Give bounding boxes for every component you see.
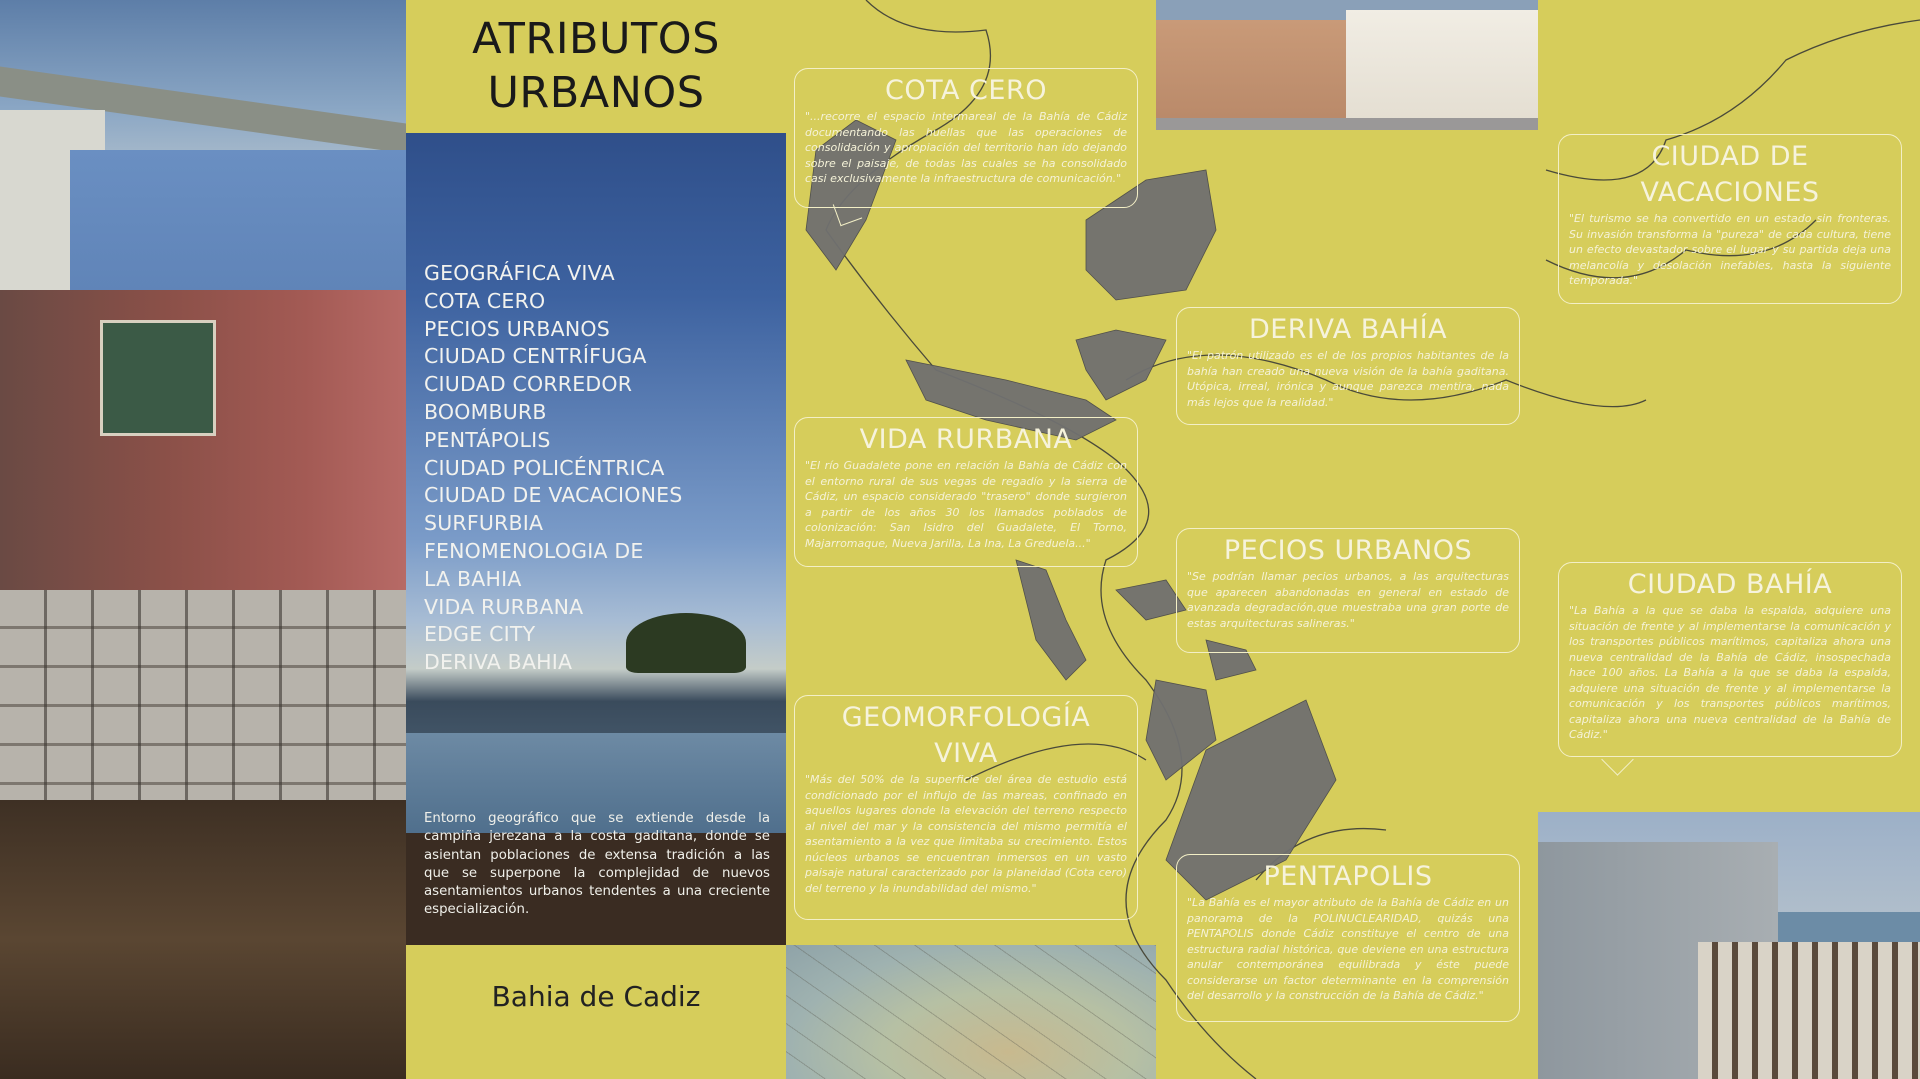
- callout-text: "La Bahía es el mayor atributo de la Bahía de Cádiz en un panorama de la POLINUCLEARIDAD, quizás una PENTAPOLIS donde Cádiz constituye el centro de una estructura radial histórica, que deviene en una estructura anular contemporánea equilibrada y éste puede considerarse un factor determinante en la comprensión del desarrollo y la construcción de la Bahía de Cádiz.": [1187, 896, 1509, 1002]
- page-subtitle: Bahia de Cadiz: [491, 980, 701, 1013]
- callout-geomorfologia: [794, 695, 1138, 920]
- list-item: LA BAHIA: [424, 566, 522, 591]
- callout-title: PECIOS URBANOS: [1223, 535, 1473, 566]
- intro-paragraph: Entorno geográfico que se extiende desde la campiña jerezana a la costa gaditana, donde se asientan poblaciones de extensa tradición a las que se superpone la complejidad de nuevos asentamientos urbanos tendentes a una creciente especialización.: [424, 811, 770, 918]
- attributes-list: [424, 260, 784, 677]
- callout-title: DERIVA BAHÍA: [1248, 314, 1448, 345]
- list-item: FENOMENOLOGIA DE: [424, 538, 644, 563]
- list-item: CIUDAD DE VACACIONES: [424, 483, 683, 508]
- callout-title: COTA CERO: [885, 75, 1047, 106]
- callout-ciudad-bahia: [1558, 562, 1902, 757]
- list-item: DERIVA BAHIA: [424, 650, 573, 675]
- callout-pecios-urbanos: [1176, 528, 1520, 653]
- callout-title: PENTAPOLIS: [1263, 861, 1433, 892]
- urban-area-north: [1076, 330, 1166, 400]
- callout-title-line-1: GEOMORFOLOGÍA: [841, 702, 1091, 733]
- callout-text: "La Bahía a la que se daba la espalda, adquiere una situación de frente y al implementarse la comunicación y los transportes públicos marítimos, capitaliza ahora una nueva centralidad de la Bahía de Cádiz, insospechada hace 100 años. La Bahía a la que se daba la espalda, adquiere una situación de frente y al implementarse la comunicación y los transportes públicos marítimos, capitaliza ahora una nueva centralidad de la Bahía de Cádiz.": [1569, 604, 1891, 741]
- callout-title-line-2: VACACIONES: [1640, 177, 1820, 208]
- callout-text: "El río Guadalete pone en relación la Bahía de Cádiz con el entorno rural de sus vegas de regadío y la sierra de Cádiz, un espacio considerado "trasero" donde surgieron a partir de los años 30 los llamados poblados de colonización: San Isidro del Guadalete, El Torno, Majarromaque, Nueva Jarilla, La Ina, La Greduela...": [805, 459, 1127, 550]
- list-item: EDGE CITY: [424, 622, 536, 647]
- list-item: CIUDAD CENTRÍFUGA: [424, 344, 647, 369]
- list-item: CIUDAD CORREDOR: [424, 372, 633, 397]
- callout-text: "...recorre el espacio intermareal de la Bahía de Cádiz documentando las huellas que las operaciones de consolidación y apropiación del territorio han ido dejando sobre el paisaje, de todas las cuales se ha consolidado casi exclusivamente la infraestructura de comunicación.": [805, 110, 1127, 185]
- callout-text: "Más del 50% de la superficie del área de estudio está condicionado por el influjo de las mareas, confinado en aquellos lugares donde la elevación del terreno respecto al nivel del mar y la consistencia del mismo permitía el asentamiento a la vez que limitaba su crecimiento. Estos núcleos urbanos se encuentran inmersos en un vasto paisaje natural caracterizado por la planeidad (Cota cero) del terreno y la inundabilidad del mismo.": [805, 773, 1127, 895]
- urban-area-cadiz: [1016, 560, 1086, 680]
- callout-title: [805, 700, 1127, 772]
- list-item: SURFURBIA: [424, 511, 544, 536]
- callout-cota-cero: [794, 68, 1138, 208]
- callout-text: "El patrón utilizado es el de los propios habitantes de la bahía han creado una nueva visión de la bahía gaditana. Utópica, irreal, irónica y aunque parezca mentira, nada más lejos que la realidad.": [1187, 349, 1509, 409]
- callout-title-line-2: VIVA: [934, 738, 998, 769]
- list-item: PECIOS URBANOS: [424, 316, 610, 341]
- left-shack-photo: [0, 0, 406, 1079]
- list-item: BOOMBURB: [424, 399, 547, 424]
- list-item: PENTÁPOLIS: [424, 427, 551, 452]
- callout-pentapolis: [1176, 854, 1520, 1022]
- list-item: CIUDAD POLICÉNTRICA: [424, 455, 665, 480]
- title-line-1: ATRIBUTOS: [472, 14, 720, 64]
- callout-text: "Se podrían llamar pecios urbanos, a las arquitecturas que aparecen abandonadas en general en estado de avanzada degradación,que muestraba una gran porte de estas arquitecturas salineras.": [1187, 570, 1509, 630]
- list-item: COTA CERO: [424, 288, 546, 313]
- callout-title-line-1: CIUDAD DE: [1651, 141, 1809, 172]
- title-line-2: URBANOS: [487, 68, 705, 118]
- callout-title: [1569, 139, 1891, 211]
- callout-title: CIUDAD BAHÍA: [1627, 569, 1833, 600]
- callout-title: VIDA RURBANA: [859, 424, 1073, 455]
- callout-vida-rurbana: [794, 417, 1138, 567]
- list-item: VIDA RURBANA: [424, 594, 584, 619]
- list-item: GEOGRÁFICA VIVA: [424, 261, 615, 285]
- page-title: [406, 12, 786, 120]
- callout-text: "El turismo se ha convertido en un estado sin fronteras. Su invasión transforma la "pureza" de cada cultura, tiene un efecto devastador sobre el lugar y su partida deja una melancolía y desolación inefables, hasta la siguiente temporada.": [1569, 212, 1891, 287]
- callout-deriva-bahia: [1176, 307, 1520, 425]
- callout-ciudad-vacaciones: [1558, 134, 1902, 304]
